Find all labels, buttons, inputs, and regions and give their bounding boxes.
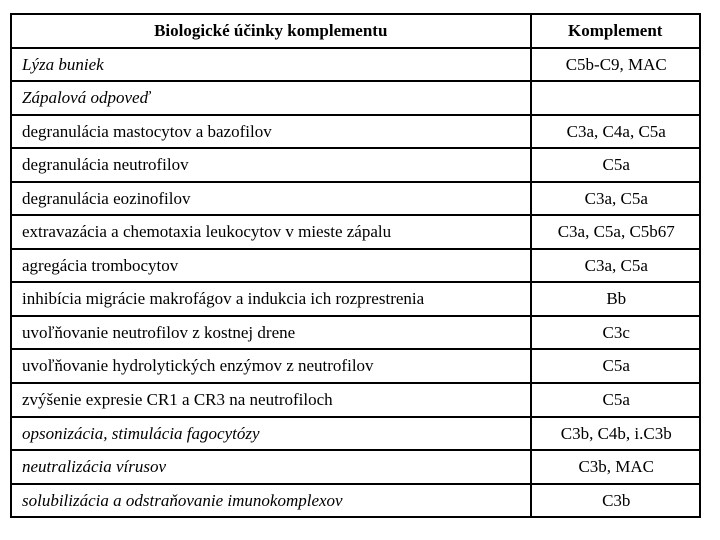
effect-cell: opsonizácia, stimulácia fagocytózy xyxy=(11,417,531,451)
complement-cell: C5a xyxy=(531,383,701,417)
table-row xyxy=(11,81,700,115)
effect-cell: Zápalová odpoveď xyxy=(11,81,531,115)
complement-cell: C3c xyxy=(531,316,701,350)
complement-cell: C3a, C5a, C5b67 xyxy=(531,215,701,249)
table-row xyxy=(11,249,700,283)
complement-effects-table-wrap xyxy=(10,13,701,518)
complement-cell: Bb xyxy=(531,282,701,316)
effect-cell: extravazácia a chemotaxia leukocytov v mieste zápalu xyxy=(11,215,531,249)
effect-cell: zvýšenie expresie CR1 a CR3 na neutrofiloch xyxy=(11,383,531,417)
table-row xyxy=(11,148,700,182)
effect-cell: degranulácia eozinofilov xyxy=(11,182,531,216)
table-body xyxy=(11,48,700,518)
effect-cell: solubilizácia a odstraňovanie imunokomplexov xyxy=(11,484,531,518)
complement-cell: C5a xyxy=(531,148,701,182)
effect-cell: degranulácia neutrofilov xyxy=(11,148,531,182)
complement-cell: C3a, C5a xyxy=(531,182,701,216)
complement-cell: C3a, C4a, C5a xyxy=(531,115,701,149)
table-row xyxy=(11,417,700,451)
effect-cell: agregácia trombocytov xyxy=(11,249,531,283)
table-row xyxy=(11,182,700,216)
complement-cell: C3b, C4b, i.C3b xyxy=(531,417,701,451)
table-row xyxy=(11,383,700,417)
table-row xyxy=(11,484,700,518)
complement-cell: C5a xyxy=(531,349,701,383)
complement-column-header: Komplement xyxy=(531,14,701,48)
table-row xyxy=(11,282,700,316)
complement-cell: C3a, C5a xyxy=(531,249,701,283)
effect-cell: neutralizácia vírusov xyxy=(11,450,531,484)
table-row xyxy=(11,48,700,82)
complement-cell xyxy=(531,81,701,115)
complement-effects-table xyxy=(10,13,701,518)
table-header-row xyxy=(11,14,700,48)
effect-cell: uvoľňovanie hydrolytických enzýmov z neutrofilov xyxy=(11,349,531,383)
table-row xyxy=(11,115,700,149)
effect-cell: uvoľňovanie neutrofilov z kostnej drene xyxy=(11,316,531,350)
effect-cell: inhibícia migrácie makrofágov a indukcia ich rozprestrenia xyxy=(11,282,531,316)
table-row xyxy=(11,349,700,383)
effect-cell: Lýza buniek xyxy=(11,48,531,82)
table-row xyxy=(11,215,700,249)
effect-cell: degranulácia mastocytov a bazofilov xyxy=(11,115,531,149)
complement-cell: C3b, MAC xyxy=(531,450,701,484)
complement-cell: C5b-C9, MAC xyxy=(531,48,701,82)
table-row xyxy=(11,316,700,350)
effect-column-header: Biologické účinky komplementu xyxy=(11,14,531,48)
complement-cell: C3b xyxy=(531,484,701,518)
table-row xyxy=(11,450,700,484)
